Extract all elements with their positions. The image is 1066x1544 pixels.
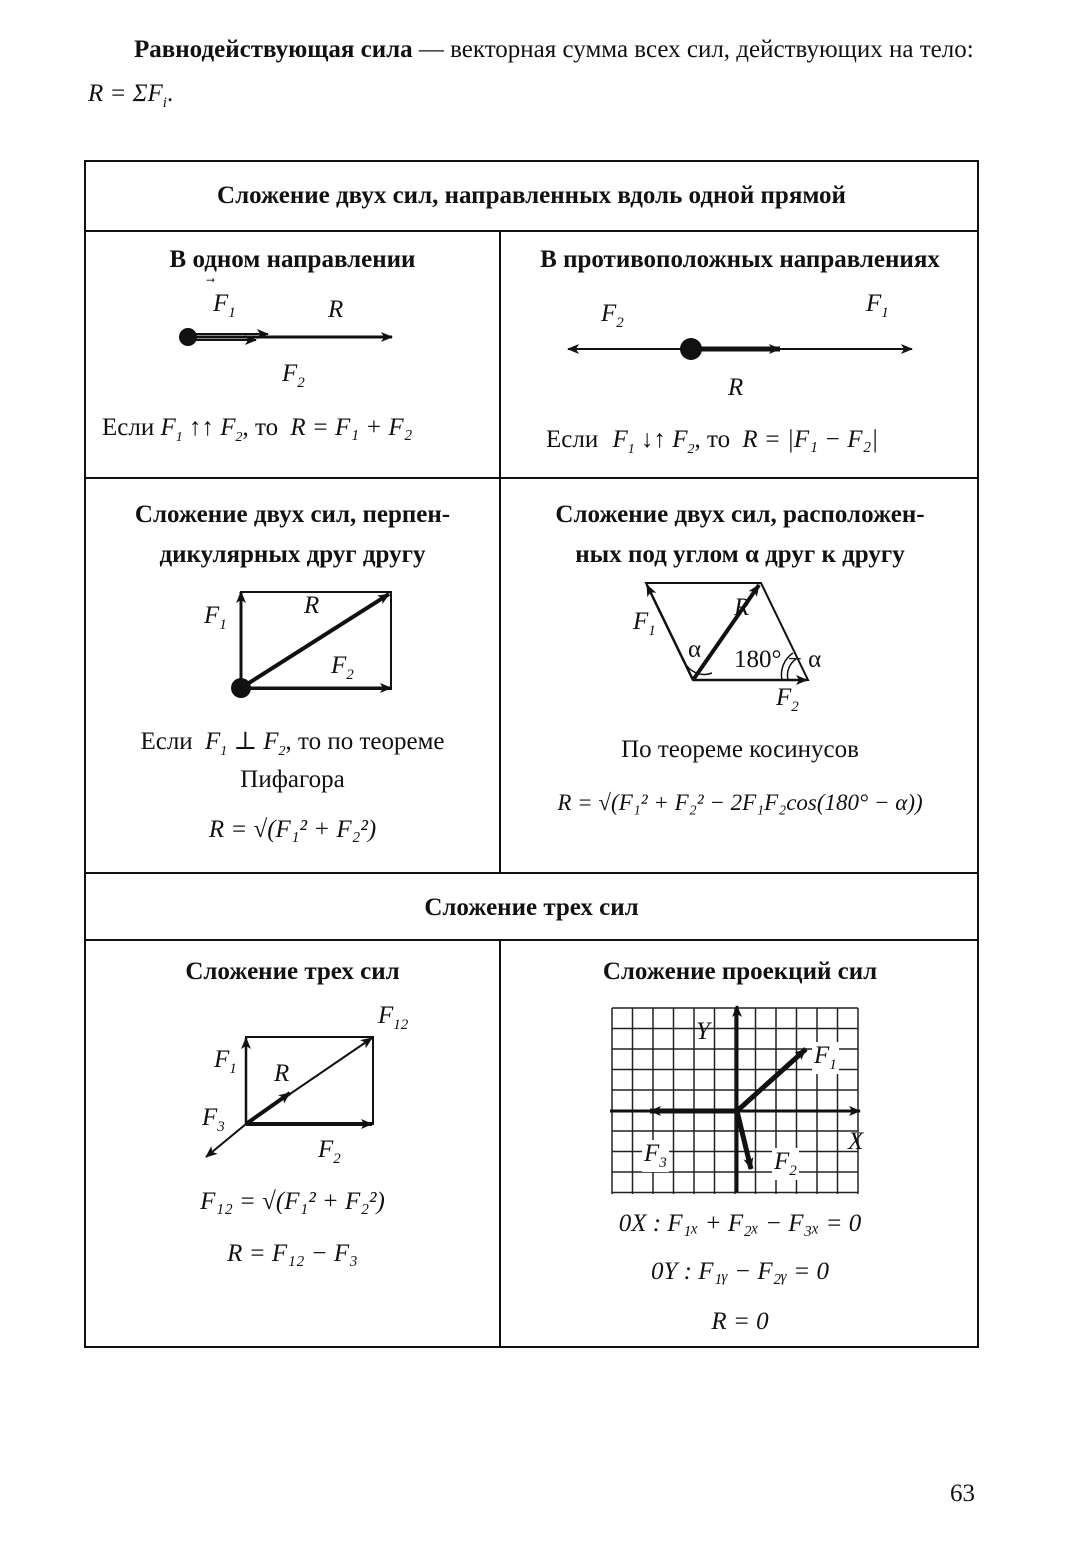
perp-condition: Если $F_1$ ⊥ $F_2$, то по теореме xyxy=(140,728,445,759)
label-f1: $F_1$ xyxy=(866,290,889,321)
label-f1: $F_1$ xyxy=(204,602,227,633)
projections-grid-diagram xyxy=(608,1002,868,1202)
label-f1: $F_1$ xyxy=(213,290,236,321)
f2-arrow xyxy=(737,1111,751,1169)
intro-formula: R = ΣF xyxy=(88,80,163,107)
divider xyxy=(86,939,977,941)
projection-eq-y: 0Y : F₁ᵧ − F₂ᵧ = 0 xyxy=(651,1258,829,1285)
angle-title: Сложение двух сил, расположен- ных под углом α друг к другу xyxy=(555,501,925,568)
intro-text: — векторная сумма всех сил, действующих на тело: xyxy=(412,36,974,63)
angle-result: R = √(F₁² + F₂² − 2F₁F₂cos(180° − α)) xyxy=(557,790,923,815)
intro-paragraph xyxy=(88,28,980,125)
divider xyxy=(86,477,977,479)
projection-result: R = 0 xyxy=(711,1308,769,1335)
f1-arrow xyxy=(737,1049,806,1111)
label-f1: $F_1$ xyxy=(633,608,656,639)
label-f3: $F_3$ xyxy=(644,1140,667,1171)
intro-period: . xyxy=(166,80,174,107)
label-f1: $F_1$ xyxy=(214,1046,237,1077)
axis-y-label: Y xyxy=(696,1018,710,1045)
three-forces-title: Сложение трех сил xyxy=(185,958,400,985)
intro-formula-sub: i xyxy=(162,95,167,111)
label-f2: $F_2$ xyxy=(774,1148,797,1179)
label-r: R xyxy=(728,374,744,401)
label-f2: $F_2$ xyxy=(776,684,799,715)
perp-title: Сложение двух сил, перпен- дикулярных друг другу xyxy=(134,501,451,568)
forces-table xyxy=(84,160,979,1348)
opposite-dir-condition: Если $F_1$ ↓↑ $F_2$, то R = |F₁ − F₂| xyxy=(546,426,879,457)
projection-eq-x: 0X : F₁ₓ + F₂ₓ − F₃ₓ = 0 xyxy=(618,1210,862,1237)
label-supp-angle: 180° − α xyxy=(734,646,822,673)
label-f3: $F_3$ xyxy=(202,1104,225,1135)
perp-result: R = √(F₁² + F₂²) xyxy=(208,816,377,843)
application-point xyxy=(680,338,702,360)
perp-condition-line2: Пифагора xyxy=(240,766,345,793)
application-point xyxy=(231,678,251,698)
same-dir-title: В одном направлении xyxy=(169,246,416,273)
three-formula2: R = F₁₂ − F₃ xyxy=(227,1240,358,1267)
label-f2: $F_2$ xyxy=(601,300,624,331)
same-dir-condition: Если $F_1$ ↑↑ $F_2$, то R = F₁ + F₂ xyxy=(102,414,413,445)
divider xyxy=(86,230,977,232)
label-r: R xyxy=(328,296,344,323)
page-number: 63 xyxy=(950,1480,975,1507)
divider xyxy=(86,872,977,874)
label-r: R xyxy=(304,592,320,619)
label-f1: $F_1$ xyxy=(814,1042,837,1073)
label-f2: $F_2$ xyxy=(318,1136,341,1167)
projections-title: Сложение проекций сил xyxy=(602,958,878,985)
r-arrow xyxy=(246,1093,290,1124)
label-alpha: α xyxy=(688,636,702,663)
label-f2: $F_2$ xyxy=(331,652,354,683)
intro-term: Равнодействующая сила xyxy=(134,36,413,63)
label-r: R xyxy=(274,1060,290,1087)
three-formula1: F₁₂ = √(F₁² + F₂²) xyxy=(200,1188,385,1215)
angle-diagram xyxy=(636,577,876,697)
three-title: Сложение трех сил xyxy=(424,894,639,921)
label-f2: $F_2$ xyxy=(282,360,305,391)
label-r: R xyxy=(734,594,750,621)
divider xyxy=(499,939,501,1348)
opposite-dir-title: В противоположных направлениях xyxy=(540,246,940,273)
collinear-title: Сложение двух сил, направленных вдоль одной прямой xyxy=(217,182,846,209)
label-f12: $F_{12}$ xyxy=(378,1002,409,1033)
angle-law: По теореме косинусов xyxy=(621,736,859,763)
axis-x-label: X xyxy=(848,1128,864,1155)
